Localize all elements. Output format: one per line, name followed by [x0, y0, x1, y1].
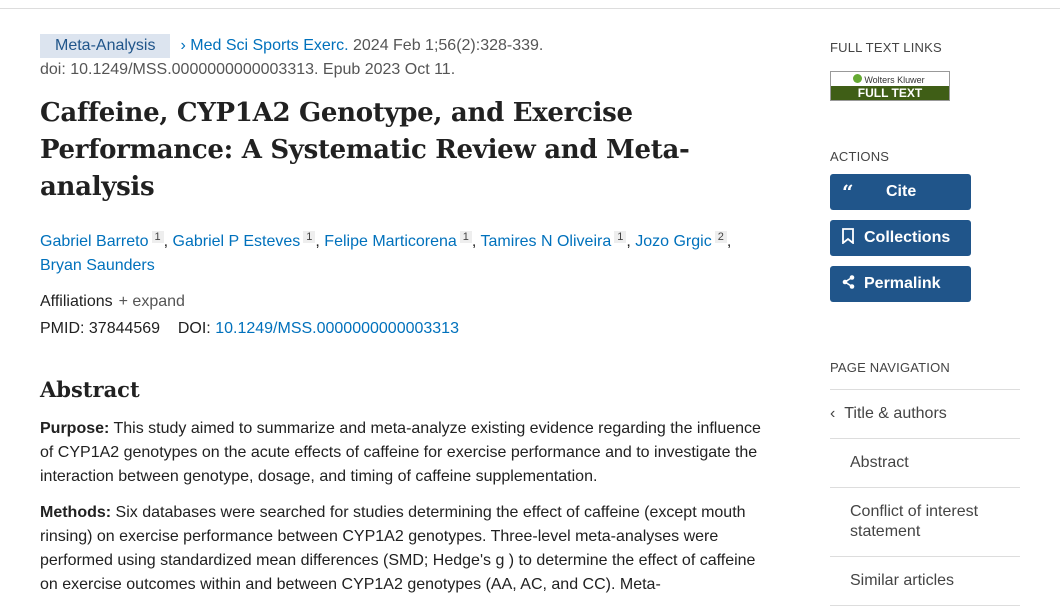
logo-text: Wolters Kluwer: [864, 75, 925, 85]
affiliation-number[interactable]: 2: [715, 231, 727, 243]
full-text-link-wolters-kluwer[interactable]: [830, 71, 950, 101]
affiliation-number[interactable]: 1: [152, 231, 164, 243]
author-link[interactable]: Felipe Marticorena: [324, 233, 457, 250]
abstract-purpose: [40, 417, 765, 489]
nav-title-authors[interactable]: [830, 390, 1020, 439]
quote-icon: “: [842, 180, 854, 204]
author-list: Gabriel Barreto $^1$ , Gabriel P Esteves $^1$ , Felipe Marticorena $^1$ , Tamires N Oliveira $^1$ , Jozo Grgic $^2$ , Bryan Saunders: [40, 231, 732, 274]
permalink-label: Permalink: [864, 275, 941, 292]
chevron-left-icon: ‹: [830, 405, 845, 422]
methods-text: Six databases were searched for studies determining the effect of caffeine (except mouth rinsing) on exercise performance between CYP1A2 genotypes. Three-level meta-analyses were performed using standardized mean differences (SMD; Hedge's g ) to determine the effect of caffeine on exercise outcomes within and between CYP1A2 genotypes (AA, AC, and CC). Meta-: [40, 504, 756, 593]
affiliation-number[interactable]: 1: [303, 231, 315, 243]
citation: [40, 34, 765, 82]
expand-affiliations-button[interactable]: + expand: [118, 293, 185, 310]
doi-line: doi: 10.1249/MSS.0000000000003313. Epub 2023 Oct 11.: [40, 61, 456, 78]
identifiers: [40, 317, 765, 341]
page-navigation: [830, 389, 1020, 606]
author-link[interactable]: Gabriel Barreto: [40, 233, 149, 250]
wolters-kluwer-logo: [831, 72, 949, 86]
abstract-heading: Abstract: [40, 377, 140, 402]
permalink-button[interactable]: [830, 266, 971, 302]
nav-similar-articles[interactable]: Similar articles: [830, 557, 1020, 606]
affiliation-number[interactable]: 1: [614, 231, 626, 243]
affiliation-number[interactable]: 1: [460, 231, 472, 243]
sidebar: [830, 40, 1020, 606]
author-link[interactable]: Tamires N Oliveira: [480, 233, 612, 250]
cite-label: Cite: [886, 183, 917, 200]
collections-label: Collections: [864, 229, 951, 246]
header-divider: [0, 8, 1060, 9]
citation-details: 2024 Feb 1;56(2):328-339.: [348, 37, 544, 54]
purpose-label: Purpose:: [40, 420, 110, 437]
cite-button[interactable]: [830, 174, 971, 210]
abstract-methods: [40, 501, 765, 597]
page-navigation-heading: PAGE NAVIGATION: [830, 360, 951, 375]
chevron-right-icon: ›: [180, 37, 191, 54]
actions-heading: ACTIONS: [830, 149, 890, 164]
author-link[interactable]: Jozo Grgic: [635, 233, 712, 250]
pmid-value: 37844569: [88, 320, 161, 337]
nav-conflict-of-interest[interactable]: Conflict of interest statement: [830, 488, 1020, 557]
purpose-text: This study aimed to summarize and meta-analyze existing evidence regarding the influence of CYP1A2 genotypes on the acute effects of caffeine for exercise performance and to investigate the interaction between genotype, dosage, and timing of caffeine supplementation.: [40, 420, 761, 485]
full-text-label: FULL TEXT: [831, 86, 949, 100]
article-main: [40, 34, 765, 597]
affiliations-label: Affiliations: [40, 293, 113, 310]
author-link[interactable]: Gabriel P Esteves: [172, 233, 301, 250]
bookmark-icon: [842, 228, 864, 249]
collections-button[interactable]: [830, 220, 971, 256]
logo-icon: [853, 74, 862, 83]
pmid-label: PMID:: [40, 320, 89, 337]
methods-label: Methods:: [40, 504, 112, 521]
doi-link[interactable]: 10.1249/MSS.0000000000003313: [215, 320, 459, 337]
affiliations: [40, 290, 765, 314]
full-text-links-heading: FULL TEXT LINKS: [830, 40, 942, 55]
nav-label: Title & authors: [844, 405, 947, 422]
author-link[interactable]: Bryan Saunders: [40, 257, 155, 274]
journal-link[interactable]: Med Sci Sports Exerc.: [190, 37, 349, 54]
share-icon: [842, 275, 864, 294]
doi-label: DOI:: [177, 320, 216, 337]
nav-abstract[interactable]: Abstract: [830, 439, 1020, 488]
article-title: Caffeine, CYP1A2 Genotype, and Exercise Performance: A Systematic Review and Meta-analysis: [40, 98, 690, 202]
publication-type-badge: Meta-Analysis: [40, 34, 170, 58]
